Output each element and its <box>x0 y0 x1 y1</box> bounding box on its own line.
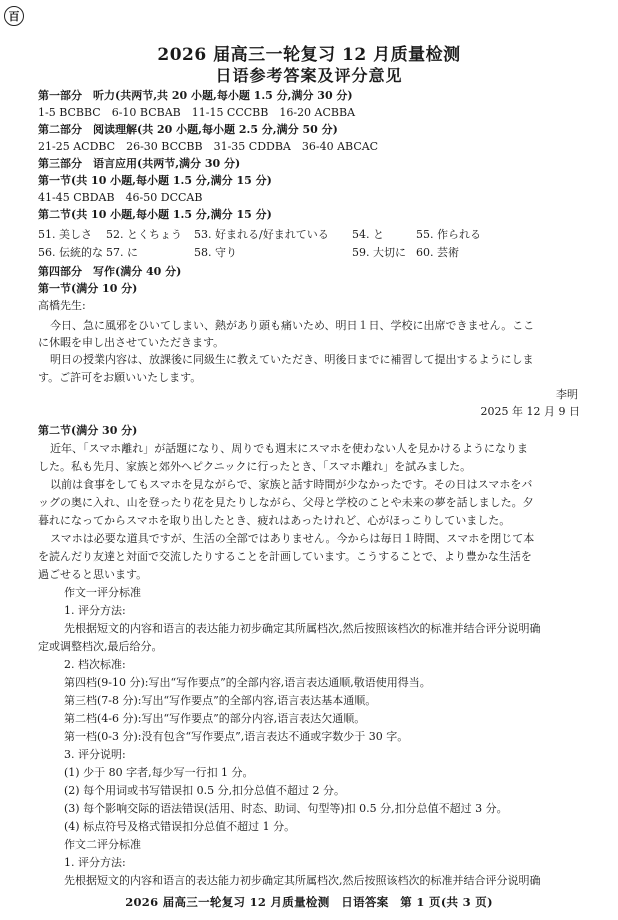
essay-paragraph-2c: 暮れになってからスマホを取り出したとき、疲れはあったけれど、心がほっこりしていました。 <box>38 514 511 527</box>
part2-heading: 第二部分 阅读理解(共 20 小题,每小题 2.5 分,满分 50 分) <box>38 123 338 136</box>
criteria1-level-3: 第三档(7-8 分):写出“写作要点”的全部内容,语言表达基本通顺。 <box>64 694 377 707</box>
letter-paragraph-2a: 明日の授業内容は、放課後に同級生に教えていただき、明後日までに補習して提出するようにしま <box>50 353 534 366</box>
letter-signature: 李明 <box>556 388 578 401</box>
letter-paragraph-1b: に休暇を申し出させていただきます。 <box>38 336 225 349</box>
criteria2-method-title: 1. 评分方法: <box>64 856 126 869</box>
letter-paragraph-1a: 今日、急に風邪をひいてしまい、熱があり頭も痛いため、明日１日、学校に出席できません。ここ <box>50 319 535 332</box>
criteria1-level-2: 第二档(4-6 分):写出“写作要点”的部分内容,语言表达欠通顺。 <box>64 712 366 725</box>
letter-date: 2025 年 12 月 9 日 <box>480 405 580 418</box>
answer-60: 60. 芸術 <box>416 246 459 259</box>
part3-section2-heading: 第二节(共 10 小题,每小题 1.5 分,满分 15 分) <box>38 208 272 221</box>
part3-section1-answers: 41-45 CBDAB 46-50 DCCAB <box>38 191 203 204</box>
answer-59: 59. 大切に <box>352 246 406 259</box>
page-footer: 2026 届高三一轮复习 12 月质量检测 日语答案 第 1 页(共 3 页) <box>125 895 493 909</box>
part1-heading: 第一部分 听力(共两节,共 20 小题,每小题 1.5 分,满分 30 分) <box>38 89 353 102</box>
criteria2-heading: 作文二评分标准 <box>64 838 141 851</box>
part3-section1-heading: 第一节(共 10 小题,每小题 1.5 分,满分 15 分) <box>38 174 272 187</box>
criteria1-level-1: 第一档(0-3 分):没有包含“写作要点”,语言表达不通或字数少于 30 字。 <box>64 730 409 743</box>
answer-56: 56. 伝統的な <box>38 246 103 259</box>
criteria1-note-2: (2) 每个用词或书写错误扣 0.5 分,扣分总值不超过 2 分。 <box>64 784 346 797</box>
answer-57: 57. に <box>106 246 138 259</box>
document-subtitle: 日语参考答案及评分意见 <box>215 66 403 85</box>
essay-paragraph-2b: ッグの奥に入れ、山を登ったり花を見たりしながら、父母と学校のことや未来の夢を話しました。夕 <box>38 496 534 509</box>
part4-section1-heading: 第一节(满分 10 分) <box>38 282 138 295</box>
essay-paragraph-1a: 近年、「スマホ離れ」が話題になり、周りでも週末にスマホを使わない人を見かけるようになりま <box>50 442 529 455</box>
criteria1-note-3: (3) 每个影响交际的语法错误(活用、时态、助词、句型等)扣 0.5 分,扣分总值不超过 3 分。 <box>64 802 508 815</box>
letter-paragraph-2b: す。ご許可をお願いいたします。 <box>38 371 202 384</box>
corner-seal-mark: 百 <box>4 6 24 26</box>
criteria1-notes-title: 3. 评分说明: <box>64 748 126 761</box>
part1-answers: 1-5 BCBBC 6-10 BCBAB 11-15 CCCBB 16-20 ACBBA <box>38 106 356 119</box>
criteria1-note-4: (4) 标点符号及格式错误扣分总值不超过 1 分。 <box>64 820 296 833</box>
essay-paragraph-3b: を読んだり友達と対面で交流したりすることを計画しています。こうすることで、より豊かな生活を <box>38 550 532 563</box>
criteria2-method-line-a: 先根据短文的内容和语言的表达能力初步确定其所属档次,然后按照该档次的标准并结合评分说明确 <box>64 874 541 887</box>
part3-section2-row1 <box>38 227 590 243</box>
criteria1-heading: 作文一评分标准 <box>64 586 141 599</box>
part3-heading: 第三部分 语言应用(共两节,满分 30 分) <box>38 157 241 170</box>
answer-55: 55. 作られる <box>416 228 481 241</box>
essay-paragraph-3c: 過ごせると思います。 <box>38 568 148 581</box>
answer-52: 52. とくちょう <box>106 228 182 241</box>
part4-heading: 第四部分 写作(满分 40 分) <box>38 265 182 278</box>
answer-54: 54. と <box>352 228 384 241</box>
answer-51: 51. 美しさ <box>38 228 92 241</box>
criteria1-method-title: 1. 评分方法: <box>64 604 126 617</box>
criteria1-method-line-b: 定或调整档次,最后给分。 <box>38 640 163 653</box>
essay-paragraph-2a: 以前は食事をしてもスマホを見ながらで、家族と話す時間が少なかったです。その日はスマホをバ <box>50 478 533 491</box>
part4-section2-heading: 第二节(满分 30 分) <box>38 424 138 437</box>
answer-53: 53. 好まれる/好まれている <box>194 228 329 241</box>
part3-section2-row2 <box>38 245 590 261</box>
criteria1-levels-title: 2. 档次标准: <box>64 658 126 671</box>
answer-58: 58. 守り <box>194 246 237 259</box>
part2-answers: 21-25 ACDBC 26-30 BCCBB 31-35 CDDBA 36-40 ABCAC <box>38 140 379 153</box>
criteria1-method-line-a: 先根据短文的内容和语言的表达能力初步确定其所属档次,然后按照该档次的标准并结合评分说明确 <box>64 622 541 635</box>
essay-paragraph-3a: スマホは必要な道具ですが、生活の全部ではありません。今からは毎日１時間、スマホを閉じて本 <box>50 532 535 545</box>
criteria1-note-1: (1) 少于 80 字者,每少写一行扣 1 分。 <box>64 766 254 779</box>
document-title: 2026 届高三一轮复习 12 月质量检测 <box>157 45 461 65</box>
letter-salutation: 高橋先生: <box>38 299 86 312</box>
criteria1-level-4: 第四档(9-10 分):写出“写作要点”的全部内容,语言表达通顺,敬语使用得当。 <box>64 676 431 689</box>
essay-paragraph-1b: した。私も先月、家族と郊外へピクニックに行ったとき、「スマホ離れ」を試みました。 <box>38 460 472 473</box>
